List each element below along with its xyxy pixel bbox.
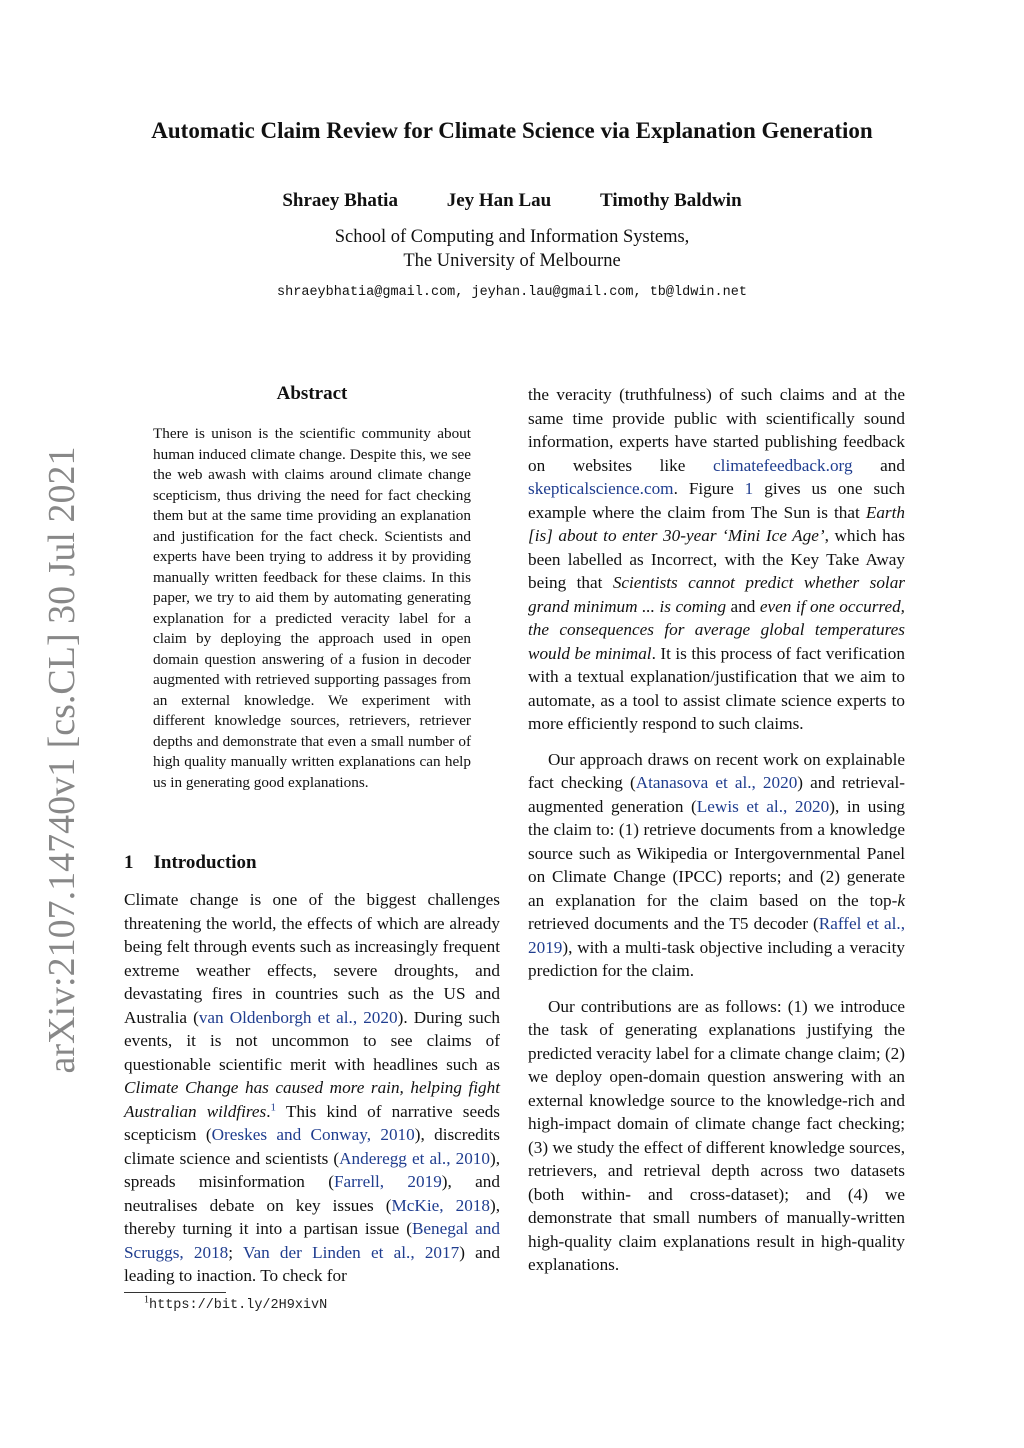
paragraph: Our contributions are as follows: (1) we introduce the task of generating explanations justifying the predicted veracity label for a climate change claim; (2) we deploy open-domain question answering with an external knowledge source to the knowledge-rich and high-impact domain of climate change fact checking; (3) we study the effect of different knowledge sources, retrievers, and retrieval depth across two datasets (both within- and cross-dataset); and (4) we demonstrate that small numbers of manually-written high-quality claim explanations result in high-quality explanations. — [528, 996, 905, 1274]
figure-ref-link[interactable]: 1 — [744, 479, 754, 498]
citation-link[interactable]: Van der Linden et al., 2017 — [242, 1242, 460, 1262]
citation-link[interactable]: Farrell, 2019 — [333, 1172, 442, 1191]
citation-link[interactable]: Atanasova et al., 2020 — [635, 773, 798, 792]
headline-quote: Climate Change has caused more rain, helping fight Australian wildfires — [124, 1078, 500, 1121]
citation-link[interactable]: Lewis et al., 2020 — [696, 796, 830, 816]
citation-link[interactable]: McKie, 2018 — [391, 1195, 490, 1215]
footnote-divider — [124, 1292, 226, 1293]
citation-link[interactable]: Benegal and Scruggs, 2018 — [124, 1219, 500, 1262]
author-name: Timothy Baldwin — [599, 190, 742, 211]
author-name: Shraey Bhatia — [282, 190, 398, 211]
section-title: Introduction — [153, 852, 257, 873]
section-heading — [124, 852, 257, 874]
external-link[interactable]: climatefeedback.org — [713, 455, 853, 475]
footnote-link[interactable]: 1 — [270, 1100, 277, 1113]
footnote-mark: 1 — [144, 1294, 149, 1306]
citation-link[interactable]: Oreskes and Conway, 2010 — [211, 1125, 415, 1144]
intro-left-column: Climate change is one of the biggest challenges threatening the world, the effects of which are already being felt through events such as increasingly frequent extreme weather effects, severe droughts, and devastating fires in countries such as the US and Australia (van Oldenborgh et al., 2020). During such events, it is not uncommon to see claims of questionable scientific merit with headlines such as Climate Change has caused more rain, helping fight Australian wildfires.$^1$ This kind of narrative seeds scepticism (Oreskes and Conway, 2010), discredits climate science and scientists (Anderegg et al., 2010), spreads misinformation (Farrell, 2019), and neutralises debate on key issues (McKie, 2018), thereby turning it into a partisan issue (Benegal and Scruggs, 2018; Van der Linden et al., 2017) and leading to inaction. To check for — [124, 890, 501, 1285]
footnote-url-link[interactable]: https://bit.ly/2H9xivN — [149, 1298, 328, 1313]
external-link[interactable]: skepticalscience.com — [528, 479, 674, 498]
citation-link[interactable]: Raffel et al., 2019 — [528, 914, 905, 957]
abstract-text: There is unison is the scientific community about human induced climate change. Despite this, we see the web awash with claims around climate change scepticism, thus driving the need for fact checking them but at the same time providing an explanation and justification for the fact check. Scientists and experts have been trying to address it by providing manually written feedback for these claims. In this paper, we try to aid them by automating generating explanation for a predicted veracity label for a claim by deploying the approach used in open domain question answering of a fusion in decoder augmented with retrieved supporting passages from an external knowledge. We experiment with different knowledge sources, retrievers, retriever depths and demonstrate that even a small number of high quality manually written explanations can help us in generating good explanations. — [153, 425, 471, 791]
author-list — [0, 190, 1024, 212]
paper-title: Automatic Claim Review for Climate Science via Explanation Generation — [151, 118, 873, 143]
affiliation-line: The University of Melbourne — [403, 251, 621, 271]
author-emails: shraeybhatia@gmail.com, jeyhan.lau@gmail.com, tb@ldwin.net — [277, 285, 747, 300]
affiliation — [0, 225, 1024, 273]
abstract-heading: Abstract — [276, 383, 348, 404]
intro-right-column — [528, 383, 905, 1289]
citation-link[interactable]: van Oldenborgh et al., 2020 — [198, 1007, 398, 1027]
citation-link[interactable]: Anderegg et al., 2010 — [339, 1148, 490, 1168]
paragraph: the veracity (truthfulness) of such claims and at the same time provide public with scientifically sound information, experts have started publishing feedback on websites like climatefeedback.org and skepticalscience.com. Figure 1 gives us one such example where the claim from The Sun is that Earth [is] about to enter 30-year ‘Mini Ice Age’, which has been labelled as Incorrect, with the Key Take Away being that Scientists cannot predict whether solar grand minimum ... is coming and even if one occurred, the consequences for average global temperatures would be minimal. It is this process of fact verification with a textual explanation/justification that we aim to automate, as a tool to assist climate science experts to more efficiently respond to such claims. — [528, 385, 906, 733]
author-name: Jey Han Lau — [446, 190, 552, 211]
affiliation-line: School of Computing and Information Systems, — [334, 227, 690, 247]
arxiv-identifier — [34, 446, 90, 1074]
section-number: 1 — [124, 852, 134, 873]
footnote — [144, 1294, 328, 1313]
paragraph: Our approach draws on recent work on explainable fact checking (Atanasova et al., 2020) and retrieval-augmented generation (Lewis et al., 2020), in using the claim to: (1) retrieve documents from a knowledge source such as Wikipedia or Intergovernmental Panel on Climate Change (IPCC) reports; and (2) generate an explanation for the claim based on the top-k retrieved documents and the T5 decoder (Raffel et al., 2019), with a multi-task objective including a veracity prediction for the claim. — [528, 749, 906, 980]
arxiv-identifier-text: arXiv:2107.14740v1 [cs.CL] 30 Jul 2021 — [41, 446, 83, 1074]
